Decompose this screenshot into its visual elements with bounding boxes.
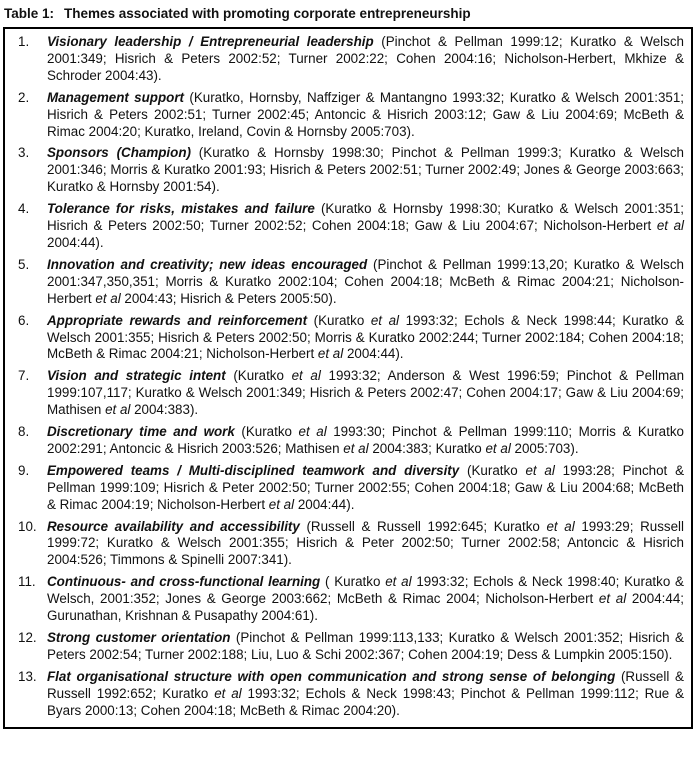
theme-name: Appropriate rewards and reinforcement bbox=[47, 312, 314, 328]
theme-citations: (Kuratko & Hornsby 1998:30; Pinchot & Pellman 1999:3; Kuratko & Welsch 2001:346; Morris & Kuratko 2001:93; Hisrich & Peters 2002:51; Turner 2002:49; Jones & George 2003:663; Kuratko & Hornsby 2001:54). bbox=[47, 145, 684, 195]
theme-name: Discretionary time and work bbox=[47, 424, 242, 440]
item-number: 10. bbox=[18, 518, 37, 534]
theme-item bbox=[9, 368, 684, 419]
theme-citations: (Kuratko, Hornsby, Naffziger & Mantangno 1993:32; Kuratko & Welsch 2001:351; Hisrich & Peters 2002:51; Turner 2002:45; Antoncic & Hisrich 2003:12; Gaw & Liu 2004:69; McBeth & Rimac 2004:20; Kuratko, Ireland, Covin & Hornsby 2005:703). bbox=[47, 89, 685, 139]
theme-item bbox=[9, 630, 684, 664]
theme-citations: (Pinchot & Pellman 1999:113,133; Kuratko & Welsch 2001:352; Hisrich & Peters 2002:54; Turner 2002:188; Liu, Luo & Schi 2002:367; Cohen 2004:19; Dess & Lumpkin 2005:150). bbox=[47, 630, 684, 662]
theme-citations: (Kuratko et al 1993:28; Pinchot & Pellman 1999:109; Hisrich & Peter 2002:50; Turner 2002:55; Cohen 2004:18; Gaw & Liu 2004:68; McBeth & Rimac 2004:19; Nicholson-Herbert et al 2004:44). bbox=[47, 462, 685, 512]
item-number: 13. bbox=[18, 668, 37, 684]
theme-citations: (Russell & Russell 1992:645; Kuratko et al 1993:29; Russell 1999:72; Kuratko & Welsch 2001:355; Hisrich & Peter 2002:50; Turner 2002:58; Antoncic & Hisrich 2004:526; Timmons & Spinelli 2007:341). bbox=[47, 518, 684, 568]
theme-item bbox=[9, 519, 684, 570]
theme-name: Flat organisational structure with open communication and strong sense of belonging bbox=[47, 668, 621, 684]
theme-citations: (Kuratko et al 1993:32; Echols & Neck 1998:44; Kuratko & Welsch 2001:355; Hisrich & Peters 2002:50; Morris & Kuratko 2002:244; Turner 2002:184; Cohen 2004:18; McBeth & Rimac 2004:21; Nicholson-Herbert et al 2004:44). bbox=[47, 312, 684, 362]
theme-name: Innovation and creativity; new ideas encouraged bbox=[47, 256, 374, 272]
theme-item bbox=[9, 313, 684, 364]
table-label: Table 1: bbox=[4, 6, 55, 21]
theme-citations: (Kuratko et al 1993:30; Pinchot & Pellman 1999:110; Morris & Kuratko 2002:291; Antoncic & Hisrich 2003:526; Mathisen et al 2004:383; Kuratko et al 2005:703). bbox=[47, 424, 684, 456]
item-number: 11. bbox=[18, 574, 36, 590]
theme-item bbox=[9, 257, 684, 308]
item-number: 9. bbox=[18, 462, 30, 478]
theme-name: Vision and strategic intent bbox=[47, 368, 234, 384]
item-number: 3. bbox=[18, 145, 30, 161]
item-number: 7. bbox=[18, 368, 30, 384]
theme-name: Tolerance for risks, mistakes and failure bbox=[47, 201, 321, 217]
theme-item bbox=[9, 90, 684, 141]
theme-name: Visionary leadership / Entrepreneurial leadership bbox=[47, 34, 382, 49]
theme-item bbox=[9, 424, 684, 458]
theme-item bbox=[9, 201, 684, 252]
theme-name: Continuous- and cross-functional learning bbox=[47, 574, 326, 590]
table-title: Themes associated with promoting corporate entrepreneurship bbox=[64, 6, 471, 21]
theme-citations: (Pinchot & Pellman 1999:12; Kuratko & Welsch 2001:349; Hisrich & Peters 2002:52; Turner 2002:22; Cohen 2004:16; Nicholson-Herbert, Mkhize & Schroder 2004:43). bbox=[47, 34, 684, 83]
item-number: 2. bbox=[18, 89, 30, 105]
theme-citations: (Pinchot & Pellman 1999:13,20; Kuratko & Welsch 2001:347,350,351; Morris & Kuratko 2002:104; Cohen 2004:18; McBeth & Rimac 2004:21; Nicholson-Herbert et al 2004:43; Hisrich & Peters 2005:50). bbox=[47, 256, 684, 306]
item-number: 4. bbox=[18, 201, 30, 217]
theme-citations: ( Kuratko et al 1993:32; Echols & Neck 1998:40; Kuratko & Welsch, 2001:352; Jones & George 2003:662; McBeth & Rimac 2004; Nicholson-Herbert et al 2004:44; Gurunathan, Krishnan & Pusapathy 2004:61). bbox=[47, 574, 684, 624]
theme-item bbox=[9, 669, 684, 720]
theme-name: Management support bbox=[47, 89, 190, 105]
themes-table bbox=[3, 27, 693, 729]
table-caption bbox=[0, 0, 696, 27]
theme-item bbox=[9, 34, 684, 85]
theme-item bbox=[9, 574, 684, 625]
theme-citations: (Russell & Russell 1992:652; Kuratko et al 1993:32; Echols & Neck 1998:43; Pinchot & Pellman 1999:112; Rue & Byars 2000:13; Cohen 2004:18; McBeth & Rimac 2004:20). bbox=[47, 668, 684, 718]
item-number: 5. bbox=[18, 256, 30, 272]
theme-list bbox=[9, 34, 684, 720]
item-number: 8. bbox=[18, 424, 30, 440]
theme-name: Empowered teams / Multi-disciplined teamwork and diversity bbox=[47, 462, 468, 478]
theme-name: Resource availability and accessibility bbox=[47, 518, 307, 534]
item-number: 12. bbox=[18, 630, 37, 645]
theme-name: Strong customer orientation bbox=[47, 630, 236, 645]
theme-citations: (Kuratko et al 1993:32; Anderson & West 1996:59; Pinchot & Pellman 1999:107,117; Kuratko & Welsch 2001:349; Hisrich & Peters 2002:47; Cohen 2004:17; Gaw & Liu 2004:69; Mathisen et al 2004:383). bbox=[47, 368, 685, 418]
item-number: 6. bbox=[18, 312, 30, 328]
theme-item bbox=[9, 463, 684, 514]
item-number: 1. bbox=[18, 34, 30, 49]
theme-item bbox=[9, 145, 684, 196]
theme-name: Sponsors (Champion) bbox=[47, 145, 199, 161]
theme-citations: (Kuratko & Hornsby 1998:30; Kuratko & Welsch 2001:351; Hisrich & Peters 2002:50; Turner 2002:52; Cohen 2004:18; Gaw & Liu 2004:67; Nicholson-Herbert et al 2004:44). bbox=[47, 201, 684, 250]
